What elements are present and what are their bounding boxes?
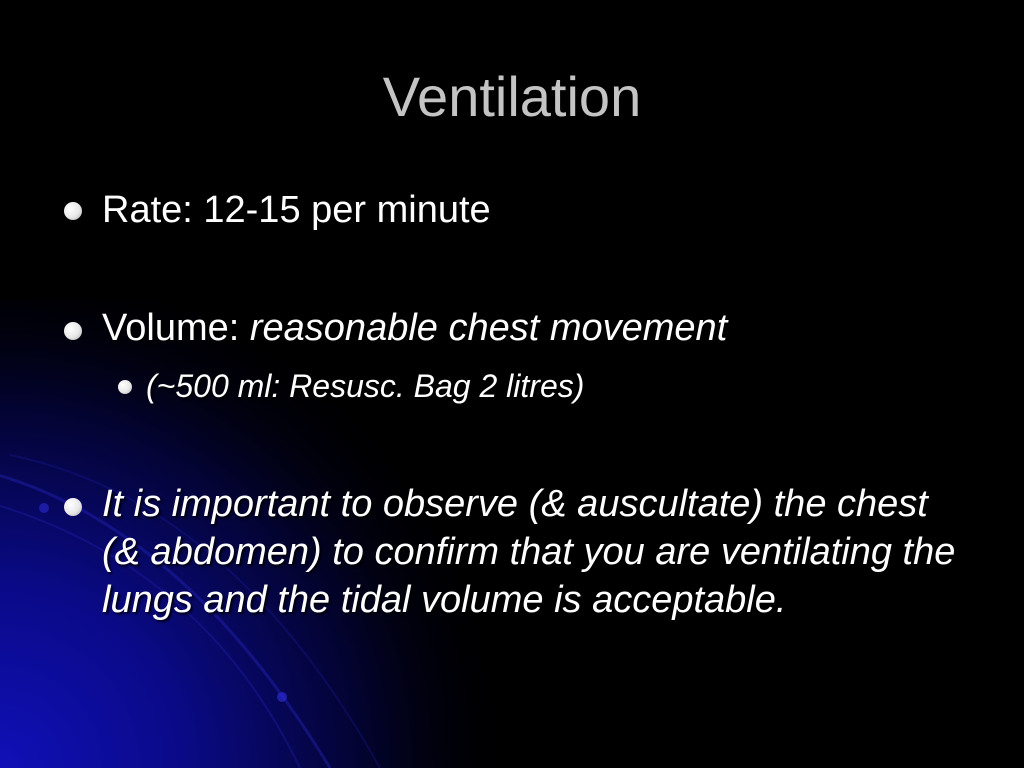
bullet-3-text: It is important to observe (& auscultate) the chest (& abdomen) to confirm that you are ventilating the lungs and the tidal volume is acceptable. — [102, 483, 956, 621]
bullet-3 — [102, 480, 972, 624]
bullet-dot — [64, 498, 82, 516]
glow-dot-1 — [39, 503, 49, 513]
bullet-1 — [102, 186, 982, 234]
bullet-2-emphasis: reasonable chest movement — [249, 307, 728, 349]
glow-dot-2 — [277, 692, 287, 702]
sub-bullet-dot — [118, 380, 132, 394]
bullet-2-label: Volume: — [102, 307, 250, 349]
bullet-2 — [102, 304, 982, 352]
sub-bullet-1 — [146, 366, 986, 406]
bullet-dot — [64, 322, 82, 340]
bullet-dot — [64, 202, 82, 220]
bullet-1-text: Rate: 12-15 per minute — [102, 189, 491, 231]
slide-title: Ventilation — [382, 65, 642, 128]
sub-bullet-1-text: (~500 ml: Resusc. Bag 2 litres) — [146, 368, 585, 404]
